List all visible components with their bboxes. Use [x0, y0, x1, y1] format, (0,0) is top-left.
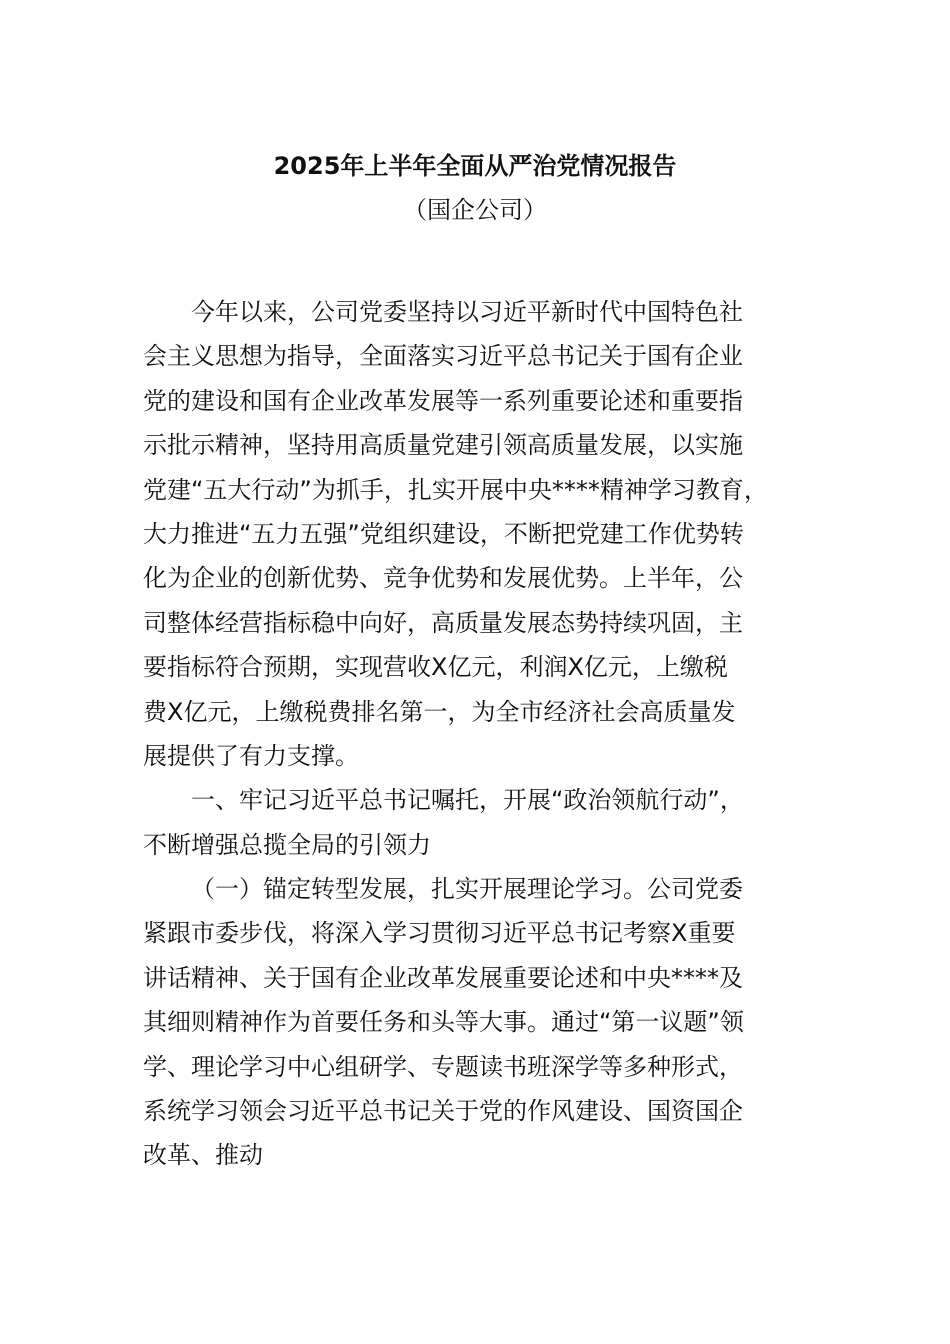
- paragraph-line: 大力推进“五力五强”党组织建设，不断把党建工作优势转: [143, 519, 744, 548]
- paragraph-line: 今年以来，公司党委坚持以习近平新时代中国特色社: [191, 298, 743, 326]
- paragraph-line: 学、理论学习中心组研学、专题读书班深学等多种形式，: [143, 1052, 743, 1081]
- paragraph-line: 系统学习领会习近平总书记关于党的作风建设、国资国企: [143, 1097, 743, 1126]
- paragraph-line: 改革、推动: [143, 1141, 263, 1170]
- paragraph-line: 会主义思想为指导，全面落实习近平总书记关于国有企业: [143, 342, 743, 371]
- paragraph-line: 司整体经营指标稳中向好，高质量发展态势持续巩固，主: [143, 608, 743, 637]
- paragraph-line: 其细则精神作为首要任务和头等大事。通过“第一议题”领: [143, 1008, 744, 1037]
- paragraph-line: 展提供了有力支撑。: [143, 741, 359, 770]
- document-body: [143, 290, 843, 1178]
- paragraph-line: 示批示精神，坚持用高质量党建引领高质量发展，以实施: [143, 431, 743, 460]
- section-heading-line: 一、牢记习近平总书记嘱托，开展“政治领航行动”，: [191, 786, 744, 815]
- paragraph-line: 要指标符合预期，实现营收X亿元，利润X亿元，上缴税: [143, 653, 728, 682]
- document-subtitle: （国企公司）: [403, 196, 547, 224]
- paragraph-line: 费X亿元，上缴税费排名第一，为全市经济社会高质量发: [143, 697, 736, 726]
- document-title: 2025年上半年全面从严治党情况报告: [273, 152, 677, 180]
- section-heading-line: 不断增强总揽全局的引领力: [143, 830, 431, 859]
- paragraph-line: 化为企业的创新优势、竞争优势和发展优势。上半年，公: [143, 564, 743, 593]
- paragraph-line: 紧跟市委步伐，将深入学习贯彻习近平总书记考察X重要: [143, 919, 736, 948]
- paragraph-line: 讲话精神、关于国有企业改革发展重要论述和中央****及: [143, 963, 743, 992]
- paragraph-line: 党的建设和国有企业改革发展等一系列重要论述和重要指: [143, 386, 743, 415]
- paragraph-line: （一）锚定转型发展，扎实开展理论学习。公司党委: [191, 875, 743, 904]
- paragraph-line: 党建“五大行动”为抓手，扎实开展中央****精神学习教育，: [143, 475, 768, 504]
